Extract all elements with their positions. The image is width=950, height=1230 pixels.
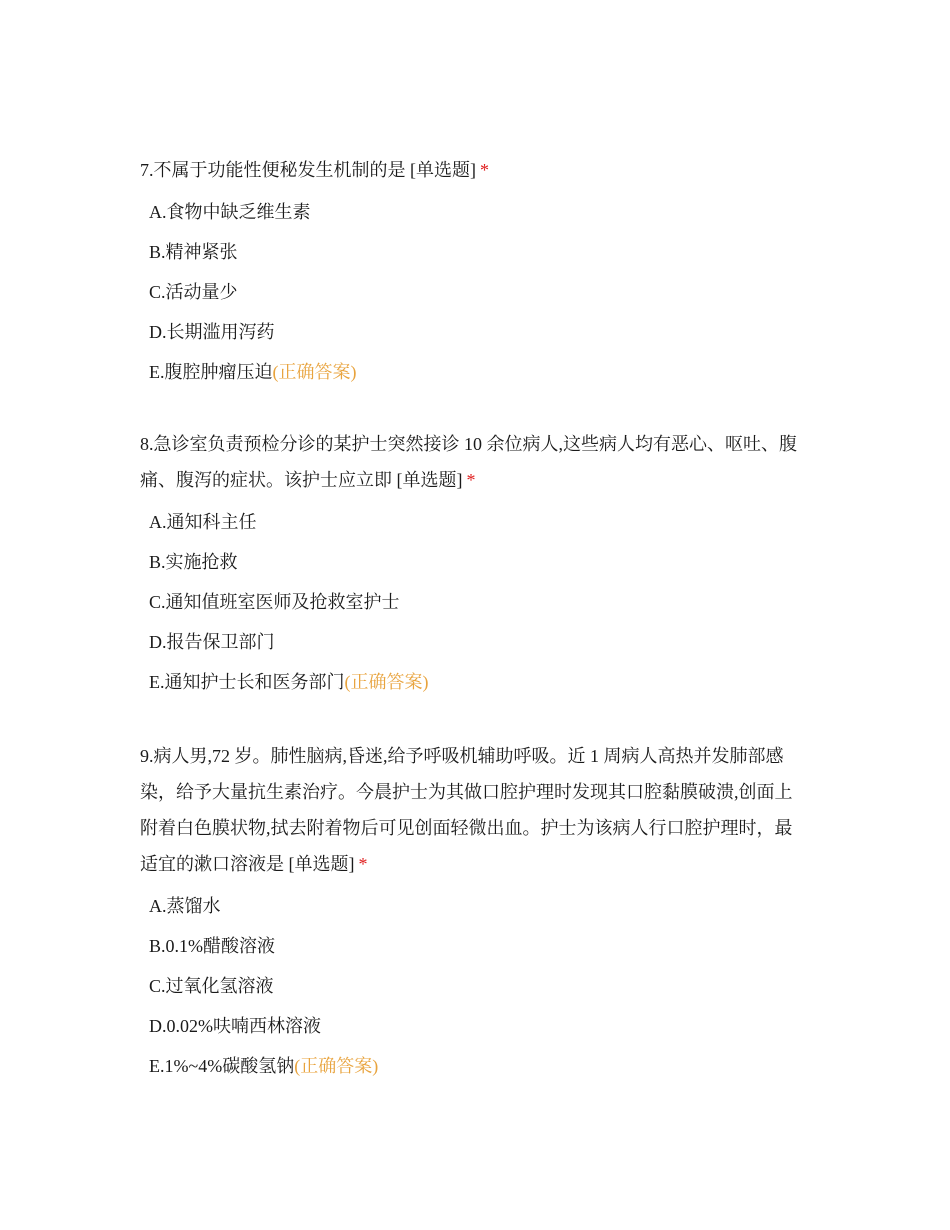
option-text: E.1%~4%碳酸氢钠 bbox=[149, 1056, 295, 1076]
option-text: D.0.02%呋喃西林溶液 bbox=[149, 1016, 321, 1036]
option-c bbox=[140, 966, 810, 1006]
correct-answer-mark: (正确答案) bbox=[294, 1056, 379, 1076]
option-text: A.食物中缺乏维生素 bbox=[149, 202, 311, 222]
option-text: C.过氧化氢溶液 bbox=[149, 976, 274, 996]
correct-answer-mark: (正确答案) bbox=[344, 672, 429, 692]
option-text: E.通知护士长和医务部门 bbox=[149, 672, 345, 692]
question-title bbox=[140, 152, 805, 188]
option-text: A.通知科主任 bbox=[149, 512, 257, 532]
option-e bbox=[140, 662, 810, 702]
option-text: E.腹腔肿瘤压迫 bbox=[149, 362, 273, 382]
option-a bbox=[140, 886, 810, 926]
question-title-text: 9.病人男,72 岁。肺性脑病,昏迷,给予呼吸机辅助呼吸。近 1 周病人高热并发肺部感染，给予大量抗生素治疗。今晨护士为其做口腔护理时发现其口腔黏膜破溃,创面上附着白色膜状物,拭去附着物后可见创面轻微出血。护士为该病人行口腔护理时，最适宜的漱口溶液是 [单选题] bbox=[140, 746, 793, 874]
option-b bbox=[140, 926, 810, 966]
option-text: C.活动量少 bbox=[149, 282, 238, 302]
option-text: B.精神紧张 bbox=[149, 242, 238, 262]
question-title-text: 7.不属于功能性便秘发生机制的是 [单选题] bbox=[140, 160, 476, 180]
question-9 bbox=[140, 738, 810, 1086]
option-d bbox=[140, 1006, 810, 1046]
option-text: D.长期滥用泻药 bbox=[149, 322, 275, 342]
option-b bbox=[140, 542, 810, 582]
option-text: A.蒸馏水 bbox=[149, 896, 221, 916]
option-text: D.报告保卫部门 bbox=[149, 632, 275, 652]
option-c bbox=[140, 272, 810, 312]
required-asterisk: * bbox=[480, 160, 489, 180]
question-8 bbox=[140, 426, 810, 702]
question-title bbox=[140, 426, 805, 498]
question-7 bbox=[140, 152, 810, 392]
option-text: B.实施抢救 bbox=[149, 552, 238, 572]
required-asterisk: * bbox=[358, 854, 368, 874]
option-e bbox=[140, 352, 810, 392]
option-e bbox=[140, 1046, 810, 1086]
required-asterisk: * bbox=[466, 470, 476, 490]
correct-answer-mark: (正确答案) bbox=[272, 362, 357, 382]
option-c bbox=[140, 582, 810, 622]
option-d bbox=[140, 312, 810, 352]
option-a bbox=[140, 502, 810, 542]
option-d bbox=[140, 622, 810, 662]
option-text: B.0.1%醋酸溶液 bbox=[149, 936, 275, 956]
question-title bbox=[140, 738, 805, 882]
option-text: C.通知值班室医师及抢救室护士 bbox=[149, 592, 400, 612]
option-b bbox=[140, 232, 810, 272]
option-a bbox=[140, 192, 810, 232]
question-title-text: 8.急诊室负责预检分诊的某护士突然接诊 10 余位病人,这些病人均有恶心、呕吐、腹痛、腹泻的症状。该护士应立即 [单选题] bbox=[140, 434, 797, 490]
